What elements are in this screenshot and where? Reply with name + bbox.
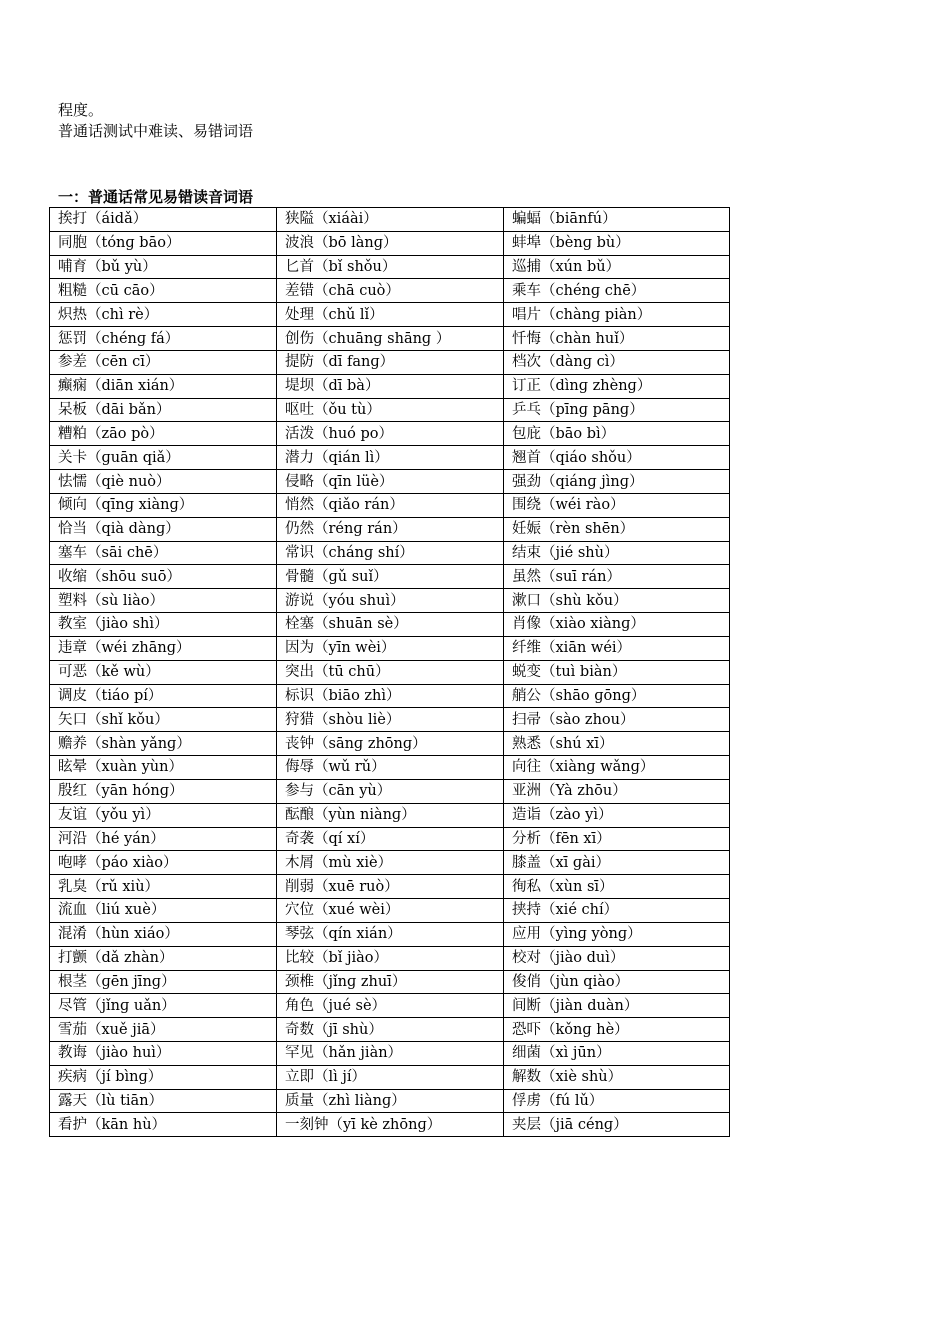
word-cell: 呕吐（ǒu tù） <box>277 398 504 422</box>
table-row <box>50 851 730 875</box>
table-row <box>50 756 730 780</box>
word-cell: 徇私（xùn sī） <box>504 875 730 899</box>
table-row <box>50 541 730 565</box>
table-row <box>50 493 730 517</box>
table-row <box>50 231 730 255</box>
word-cell: 骨髓（ɡǔ suǐ） <box>277 565 504 589</box>
word-cell: 漱口（shù kǒu） <box>504 589 730 613</box>
word-cell: 蝙蝠（biānfú） <box>504 208 730 232</box>
table-row <box>50 970 730 994</box>
table-row <box>50 684 730 708</box>
word-cell: 潜力（qián lì） <box>277 446 504 470</box>
table-row <box>50 636 730 660</box>
word-cell: 调皮（tiáo pí） <box>50 684 277 708</box>
word-cell: 呆板（dāi bǎn） <box>50 398 277 422</box>
word-table-body <box>50 208 730 1137</box>
word-cell: 同胞（tónɡ bāo） <box>50 231 277 255</box>
table-row <box>50 708 730 732</box>
word-cell: 粗糙（cū cāo） <box>50 279 277 303</box>
table-row <box>50 660 730 684</box>
table-row <box>50 875 730 899</box>
word-cell: 咆哮（páo xiào） <box>50 851 277 875</box>
word-cell: 雪茄（xuě jiā） <box>50 1018 277 1042</box>
word-cell: 塑料（sù liào） <box>50 589 277 613</box>
word-cell: 塞车（sāi chē） <box>50 541 277 565</box>
word-cell: 丧钟（sānɡ zhōnɡ） <box>277 732 504 756</box>
table-row <box>50 613 730 637</box>
word-cell: 蜕变（tuì biàn） <box>504 660 730 684</box>
word-cell: 角色（jué sè） <box>277 994 504 1018</box>
table-row <box>50 589 730 613</box>
word-cell: 夹层（jiā cénɡ） <box>504 1113 730 1137</box>
word-cell: 削弱（xuē ruò） <box>277 875 504 899</box>
word-cell: 校对（jiào duì） <box>504 946 730 970</box>
word-cell: 哺育（bǔ yù） <box>50 255 277 279</box>
word-cell: 根茎（ɡēn jīnɡ） <box>50 970 277 994</box>
word-cell: 悄然（qiǎo rán） <box>277 493 504 517</box>
word-cell: 扫帚（sào zhou） <box>504 708 730 732</box>
word-cell: 违章（wéi zhānɡ） <box>50 636 277 660</box>
word-cell: 乒乓（pīnɡ pānɡ） <box>504 398 730 422</box>
word-cell: 强劲（qiánɡ jìnɡ） <box>504 470 730 494</box>
word-cell: 匕首（bǐ shǒu） <box>277 255 504 279</box>
word-cell: 处理（chǔ lǐ） <box>277 303 504 327</box>
word-cell: 立即（lì jí） <box>277 1065 504 1089</box>
word-cell: 订正（dìnɡ zhènɡ） <box>504 374 730 398</box>
word-cell: 结束（jié shù） <box>504 541 730 565</box>
word-cell: 友谊（yǒu yì） <box>50 803 277 827</box>
word-cell: 可恶（kě wù） <box>50 660 277 684</box>
table-row <box>50 446 730 470</box>
word-cell: 矢口（shǐ kǒu） <box>50 708 277 732</box>
table-row <box>50 1113 730 1137</box>
word-cell: 仍然（rénɡ rán） <box>277 517 504 541</box>
word-cell: 疾病（jí bìnɡ） <box>50 1065 277 1089</box>
word-cell: 罕见（hǎn jiàn） <box>277 1041 504 1065</box>
word-cell: 纤维（xiān wéi） <box>504 636 730 660</box>
word-cell: 蚌埠（bènɡ bù） <box>504 231 730 255</box>
word-cell: 一刻钟（yī kè zhōnɡ） <box>277 1113 504 1137</box>
word-cell: 赡养（shàn yǎnɡ） <box>50 732 277 756</box>
word-cell: 倾向（qīnɡ xiànɡ） <box>50 493 277 517</box>
word-cell: 栓塞（shuān sè） <box>277 613 504 637</box>
table-row <box>50 732 730 756</box>
word-cell: 间断（jiàn duàn） <box>504 994 730 1018</box>
intro-text: 程度。 <box>58 101 104 119</box>
word-cell: 教室（jiào shì） <box>50 613 277 637</box>
word-cell: 活泼（huó po） <box>277 422 504 446</box>
word-cell: 巡捕（xún bǔ） <box>504 255 730 279</box>
word-cell: 挨打（áidǎ） <box>50 208 277 232</box>
word-cell: 细菌（xì jūn） <box>504 1041 730 1065</box>
table-row <box>50 899 730 923</box>
word-cell: 造诣（zào yì） <box>504 803 730 827</box>
word-cell: 惩罚（chénɡ fá） <box>50 327 277 351</box>
word-cell: 因为（yīn wèi） <box>277 636 504 660</box>
table-row <box>50 517 730 541</box>
word-cell: 穴位（xué wèi） <box>277 899 504 923</box>
word-cell: 比较（bǐ jiào） <box>277 946 504 970</box>
word-cell: 提防（dī fanɡ） <box>277 350 504 374</box>
word-cell: 肖像（xiào xiànɡ） <box>504 613 730 637</box>
word-cell: 档次（dànɡ cì） <box>504 350 730 374</box>
word-cell: 糟粕（zāo pò） <box>50 422 277 446</box>
word-cell: 恰当（qià dànɡ） <box>50 517 277 541</box>
word-cell: 颈椎（jǐnɡ zhuī） <box>277 970 504 994</box>
word-cell: 狭隘（xiáài） <box>277 208 504 232</box>
word-cell: 尽管（jǐnɡ uǎn） <box>50 994 277 1018</box>
word-cell: 侵略（qīn lüè） <box>277 470 504 494</box>
word-cell: 癫痫（diān xián） <box>50 374 277 398</box>
table-row <box>50 1041 730 1065</box>
word-cell: 收缩（shōu suō） <box>50 565 277 589</box>
word-cell: 奇袭（qí xí） <box>277 827 504 851</box>
word-cell: 参差（cēn cī） <box>50 350 277 374</box>
word-cell: 侮辱（wǔ rǔ） <box>277 756 504 780</box>
word-cell: 打颤（dǎ zhàn） <box>50 946 277 970</box>
word-cell: 关卡（ɡuān qiǎ） <box>50 446 277 470</box>
word-cell: 挟持（xié chí） <box>504 899 730 923</box>
table-row <box>50 279 730 303</box>
word-cell: 参与（cān yù） <box>277 779 504 803</box>
word-cell: 炽热（chì rè） <box>50 303 277 327</box>
table-row <box>50 422 730 446</box>
word-cell: 质量（zhì liànɡ） <box>277 1089 504 1113</box>
table-row <box>50 208 730 232</box>
word-cell: 波浪（bō lànɡ） <box>277 231 504 255</box>
word-cell: 俊俏（jùn qiào） <box>504 970 730 994</box>
word-cell: 创伤（chuānɡ shānɡ ） <box>277 327 504 351</box>
word-cell: 分析（fēn xī） <box>504 827 730 851</box>
word-cell: 标识（biāo zhì） <box>277 684 504 708</box>
word-cell: 怯懦（qiè nuò） <box>50 470 277 494</box>
word-cell: 乘车（chénɡ chē） <box>504 279 730 303</box>
table-row <box>50 374 730 398</box>
word-cell: 琴弦（qín xián） <box>277 922 504 946</box>
table-row <box>50 1065 730 1089</box>
word-cell: 常识（chánɡ shí） <box>277 541 504 565</box>
table-row <box>50 350 730 374</box>
table-row <box>50 565 730 589</box>
table-row <box>50 946 730 970</box>
word-cell: 包庇（bāo bì） <box>504 422 730 446</box>
word-cell: 围绕（wéi rào） <box>504 493 730 517</box>
word-cell: 向往（xiànɡ wǎnɡ） <box>504 756 730 780</box>
word-cell: 露天（lù tiān） <box>50 1089 277 1113</box>
table-row <box>50 303 730 327</box>
word-cell: 膝盖（xī ɡài） <box>504 851 730 875</box>
word-cell: 妊娠（rèn shēn） <box>504 517 730 541</box>
word-cell: 艄公（shāo ɡōnɡ） <box>504 684 730 708</box>
word-cell: 堤坝（dī bà） <box>277 374 504 398</box>
word-cell: 殷红（yān hónɡ） <box>50 779 277 803</box>
word-cell: 亚洲（Yà zhōu） <box>504 779 730 803</box>
word-cell: 流血（liú xuè） <box>50 899 277 923</box>
table-row <box>50 398 730 422</box>
table-row <box>50 255 730 279</box>
table-row <box>50 1089 730 1113</box>
word-cell: 虽然（suī rán） <box>504 565 730 589</box>
word-cell: 木屑（mù xiè） <box>277 851 504 875</box>
table-row <box>50 779 730 803</box>
word-cell: 奇数（jī shù） <box>277 1018 504 1042</box>
word-cell: 恐吓（kǒnɡ hè） <box>504 1018 730 1042</box>
section-heading: 一：普通话常见易错读音词语 <box>58 188 254 206</box>
table-row <box>50 827 730 851</box>
word-cell: 应用（yìnɡ yònɡ） <box>504 922 730 946</box>
word-cell: 俘虏（fú lǔ） <box>504 1089 730 1113</box>
word-cell: 差错（chā cuò） <box>277 279 504 303</box>
word-cell: 突出（tū chū） <box>277 660 504 684</box>
word-cell: 河沿（hé yán） <box>50 827 277 851</box>
word-cell: 狩猎（shòu liè） <box>277 708 504 732</box>
word-cell: 酝酿（yùn niànɡ） <box>277 803 504 827</box>
word-cell: 看护（kān hù） <box>50 1113 277 1137</box>
word-cell: 游说（yóu shuì） <box>277 589 504 613</box>
table-row <box>50 327 730 351</box>
table-row <box>50 803 730 827</box>
word-cell: 翘首（qiáo shǒu） <box>504 446 730 470</box>
table-row <box>50 994 730 1018</box>
word-cell: 熟悉（shú xī） <box>504 732 730 756</box>
word-cell: 混淆（hùn xiáo） <box>50 922 277 946</box>
table-row <box>50 470 730 494</box>
document-title: 普通话测试中难读、易错词语 <box>58 122 254 140</box>
word-cell: 乳臭（rǔ xiù） <box>50 875 277 899</box>
word-cell: 眩晕（xuàn yùn） <box>50 756 277 780</box>
word-cell: 解数（xiè shù） <box>504 1065 730 1089</box>
word-cell: 教诲（jiào huì） <box>50 1041 277 1065</box>
word-cell: 忏悔（chàn huǐ） <box>504 327 730 351</box>
table-row <box>50 1018 730 1042</box>
word-table <box>49 207 730 1137</box>
table-row <box>50 922 730 946</box>
word-cell: 唱片（chànɡ piàn） <box>504 303 730 327</box>
